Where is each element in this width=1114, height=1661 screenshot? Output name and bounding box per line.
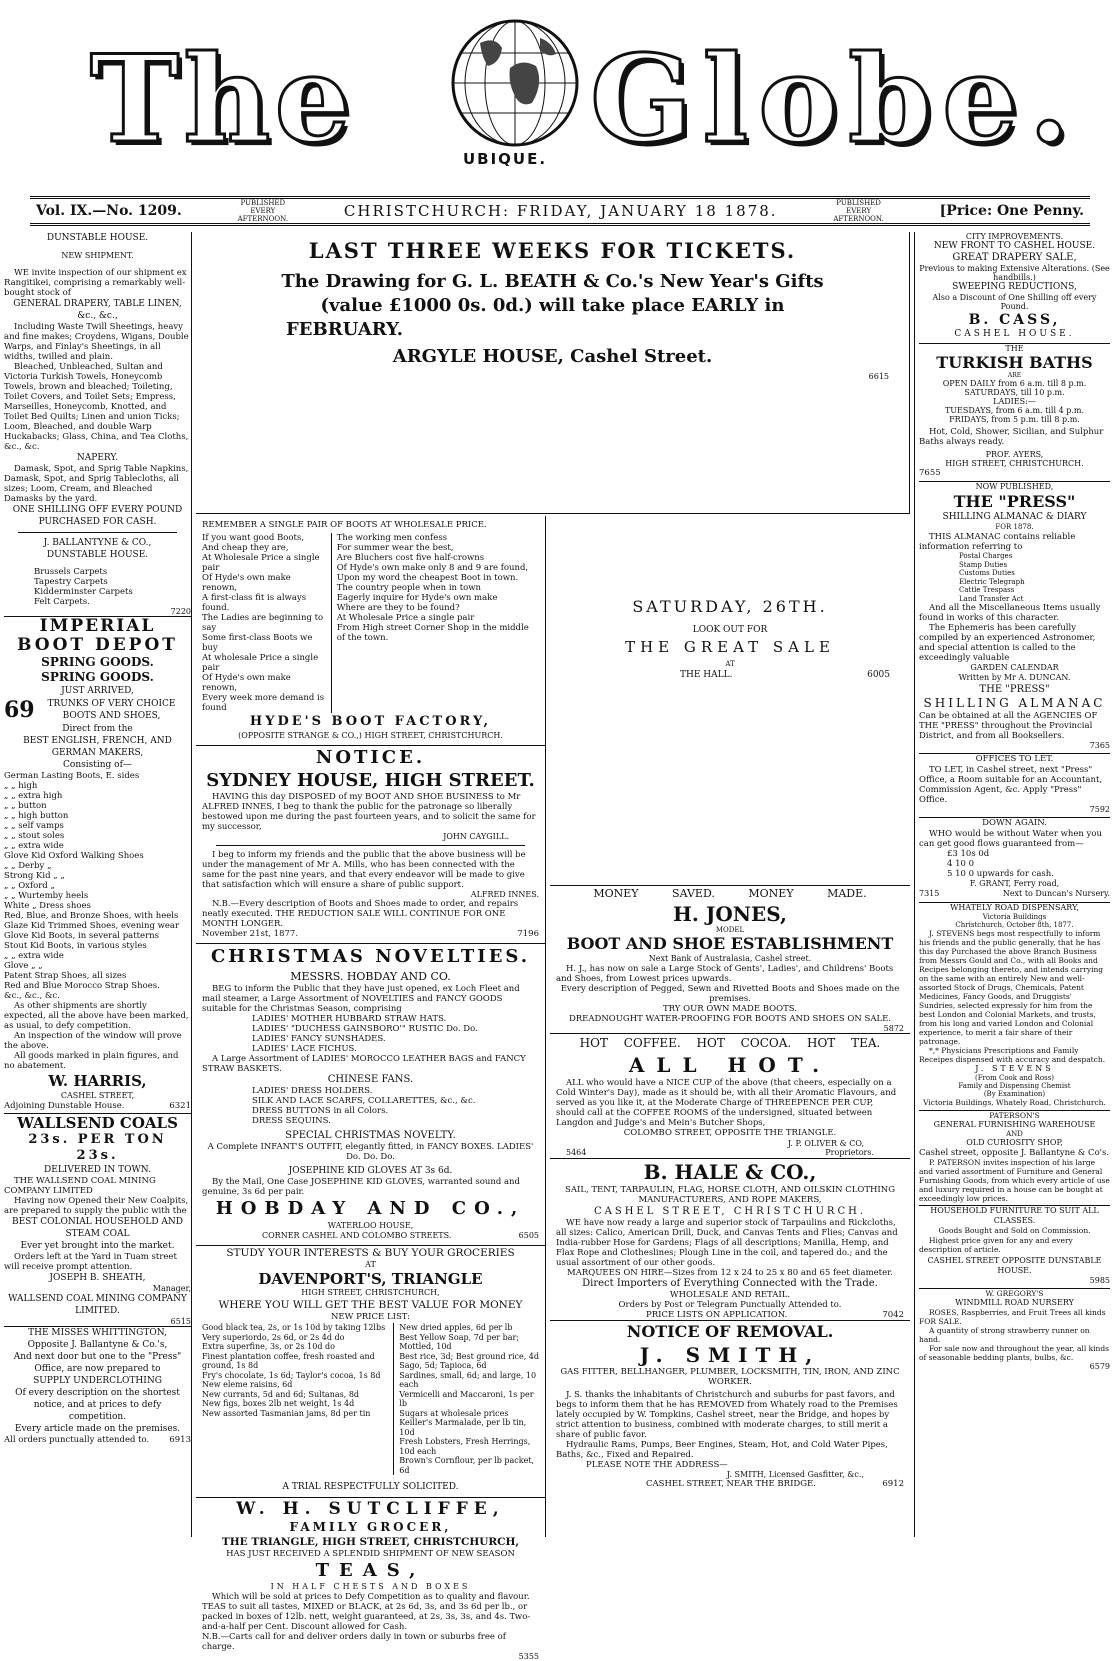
ad-ref: 6321: [169, 1101, 191, 1111]
masthead-globe: Globe.: [590, 29, 1081, 170]
ad-text: J. STEVENS begs most respectfully to inform his friends and the public generally, that he has this day Purchased the above Branch Business from Messrs Gould and Co., with all Books and Recipes belonging thereto, and intends carrying on the same with an entirely New and well-assorted Stock of Drugs, Chemicals, Patent Medicines, Fancy Goods, and Druggists' Sundries, selected expressly for him from the best London and Colonial Markets, and trusts, from his long and varied London and Colonial experience, to merit a fair share of their patronage.: [919, 929, 1104, 1046]
ad-text: P. PATERSON invites inspection of his large and varied assortment of Furniture and General Furnishing Goods, from which every article of use and luxury required in a house can be bought at exceedingly low prices.: [919, 1158, 1110, 1203]
ad-address: HIGH STREET, CHRISTCHURCH,: [301, 1288, 440, 1297]
ad-text: And next door but one to the "Press" Office, are now prepared to: [13, 1352, 182, 1374]
ad-text: Opposite J. Ballantyne & Co.'s,: [27, 1340, 168, 1350]
ad-signature: (By Examination): [983, 1090, 1046, 1098]
masthead-the: The: [90, 29, 355, 170]
ad-text: DELIVERED IN TOWN.: [44, 1165, 151, 1175]
ad-sutcliffe-grocer: [196, 1497, 545, 1661]
ad-list: LADIES' DRESS HOLDERS. SILK AND LACE SCARFS, COLLARETTES, &c., &c. DRESS BUTTONS in all Colors. DRESS SEQUINS.: [252, 1086, 476, 1126]
published-left: PUBLISHED EVERY AFTERNOON.: [237, 199, 289, 223]
ad-title: ALL HOT.: [628, 1053, 832, 1077]
ad-signature: (From Cook and Ross): [974, 1074, 1055, 1082]
ad-ref: 5464: [566, 1148, 587, 1157]
ad-signature: J. SMITH, Licensed Gasfitter, &c.,: [726, 1470, 864, 1479]
ad-text: By the Mail, One Case JOSEPHINE KID GLOVES, warranted sound and genuine, 3s 6d per pair.: [202, 1177, 520, 1197]
ad-ref: 7042: [882, 1310, 904, 1320]
ad-text: Which will be sold at prices to Defy Competition as to quality and flavour. TEAS to suit all tastes, MIXED or BLACK, at 2s 6d, 3s, and 3s 6d per lb., or packed in boxes of 12lb. nett, weight guaranteed, at 2s, 3s, 3s, and 4s. Two-and-a-half per Cent. Discount allowed for Cash.: [202, 1592, 531, 1632]
ad-text: BEST ENGLISH, FRENCH, AND GERMAN MAKERS,: [23, 736, 172, 758]
ad-text: Including Waste Twill Sheetings, heavy and fine makes; Croydens, Wigans, Double Warps, and Finlay's Sheetings, in all widths, twilled and plain.: [4, 322, 189, 362]
ad-heading: WHERE YOU WILL GET THE BEST VALUE FOR MONEY: [218, 1299, 523, 1311]
ad-subtitle: SPRING GOODS.: [41, 670, 154, 684]
masthead: [0, 0, 1114, 200]
ad-text: Written by Mr A. DUNCAN.: [958, 673, 1071, 682]
ad-text: WHO would be without Water when you can get good flows guaranteed from—: [919, 829, 1102, 849]
ad-date: November 21st, 1877.: [202, 929, 299, 939]
ad-text: AT: [365, 1260, 376, 1269]
ad-title: DUNSTABLE HOUSE.: [46, 233, 149, 243]
ad-text: ARE: [1007, 372, 1022, 379]
motto: UBIQUE.: [462, 150, 548, 168]
ad-address: CASHEL STREET, NEAR THE BRIDGE.: [646, 1479, 816, 1489]
ad-heading: OFFICES TO LET.: [975, 754, 1054, 764]
ad-signature: ALFRED INNES.: [470, 890, 539, 899]
ad-subtitle: SAIL, TENT, TARPAULIN, FLAG, HORSE CLOTH, AND OILSKIN CLOTHING MANUFACTURERS, AND ROPE MAKERS,: [565, 1185, 895, 1205]
ad-text: LADIES:—: [993, 397, 1036, 406]
ad-signature: Family and Dispensing Chemist: [958, 1082, 1071, 1090]
ad-text: Can be obtained at all the AGENCIES OF THE "PRESS" throughout the Provincial District, and from all Booksellers.: [919, 711, 1098, 741]
ad-heading: HOUSEHOLD FURNITURE TO SUIT ALL CLASSES.: [919, 1205, 1110, 1226]
ad-text: AND: [1006, 1130, 1023, 1138]
ad-text: Every description of Pegged, Sewn and Rivetted Boots and Shoes made on the premises.: [560, 984, 900, 1004]
ad-list: German Lasting Boots, E. sides „ „ high „ „ extra high „ „ button „ „ high button „ „ self vamps „ „ stout soles „ „ extra wide Glove Kid Oxford Walking Shoes „ „ Derby „ Strong Kid „ „ „ „ Oxford „ „ „ Wurtemby heels White „ Dress shoes Red, Blue, and Bronze Shoes, with heels Glaze Kid Trimmed Shoes, evening wear Glove Kid Boots, in several patterns Stout Kid Boots, in various styles „ „ extra wide Glove „ „ Patent Strap Shoes, all sizes Red and Blue Morocco Strap Shoes. &c., &c., &c.: [4, 771, 180, 1001]
ad-text: SATURDAYS, till 10 p.m.: [964, 388, 1065, 397]
ad-text: J. S. thanks the inhabitants of Christchurch and suburbs for past favors, and begs to inform them that he has REMOVED from Whately road to the Premises lately occupied by W. Tompkins, Cashel street, near the Bridge, and hopes by strict attention to business, combined with moderate charges, to still merit a share of public favor.: [556, 1390, 898, 1440]
ad-signature: ARGYLE HOUSE, Cashel Street.: [392, 346, 713, 367]
ad-text: TUESDAYS, from 6 a.m. till 4 p.m.: [944, 406, 1085, 415]
ad-ref: 7315: [919, 889, 940, 898]
ad-address: Next Bank of Australasia, Cashel street.: [648, 954, 812, 963]
ad-signature: HOBDAY AND CO.,: [215, 1198, 526, 1219]
published-right: PUBLISHED EVERY AFTERNOON.: [833, 199, 884, 223]
ad-text: The Drawing for G. L. BEATH & Co.'s New Year's Gifts: [281, 271, 824, 292]
column-4: [914, 232, 1110, 1537]
ad-signature: J. STEVENS: [975, 1064, 1054, 1073]
ad-heading: GREAT DRAPERY SALE,: [952, 252, 1077, 263]
ad-signature: JOHN CAYGILL.: [443, 832, 509, 841]
ad-heading: ONE SHILLING OFF EVERY POUND PURCHASED FOR CASH.: [12, 505, 183, 527]
ad-title: LAST THREE WEEKS FOR TICKETS.: [308, 238, 797, 263]
ad-address: WATERLOO HOUSE,: [327, 1221, 414, 1230]
ad-ref: 6615: [868, 372, 889, 381]
poem-right: The working men confess For summer wear the best, Are Bluchers cost five half-crowns Of Hyde's own make only 8 and 9 are found, Upon my word the cheapest Boot in town. The country people when in town Eagerly inquire for Hyde's own make Where are they to be found? At Wholesale Price a single pair From High street Corner Shop in the middle of the town.: [331, 533, 539, 713]
ad-j-smith: [550, 1320, 910, 1489]
ad-text: TRUNKS OF VERY CHOICE BOOTS AND SHOES,: [47, 699, 176, 721]
ad-ref: 7365: [1089, 741, 1110, 750]
ad-address: (OPPOSITE STRANGE & CO.,) HIGH STREET, CHRISTCHURCH.: [238, 731, 503, 740]
place-date: CHRISTCHURCH: FRIDAY, JANUARY 18 1878.: [343, 202, 778, 220]
ad-heading: NEW PRICE LIST:: [330, 1312, 411, 1322]
ad-title: WALLSEND COALS: [17, 1114, 178, 1132]
list-item: Kidderminster Carpets: [34, 587, 133, 597]
ad-text: Goods Bought and Sold on Commission.: [938, 1226, 1091, 1235]
ad-title: B. HALE & CO.,: [643, 1160, 817, 1184]
ad-title: SYDNEY HOUSE, HIGH STREET.: [206, 770, 535, 791]
ad-ref: 7592: [1089, 805, 1110, 814]
ad-text: NOW PUBLISHED,: [975, 482, 1054, 491]
ad-text: AT: [725, 660, 735, 668]
ad-text: For sale now and throughout the year, all kinds of seasonable bedding plants, bulbs, &c.: [919, 1344, 1110, 1362]
ad-title: BOOT AND SHOE ESTABLISHMENT: [566, 934, 894, 953]
list-item: Felt Carpets.: [34, 597, 90, 607]
ad-heading: PATERSON'S: [989, 1111, 1040, 1120]
ad-subtitle: NEW SHIPMENT.: [61, 251, 134, 260]
ad-heading: THE "PRESS": [979, 684, 1050, 695]
ad-text: Of every description on the shortest notice, and at prices to defy competition.: [15, 1388, 180, 1422]
ad-price-list: £3 10s 0d 4 10 0 5 10 0 upwards for cash.: [947, 849, 1054, 879]
ad-title: HYDE'S BOOT FACTORY,: [249, 714, 492, 729]
ad-ref: 6912: [882, 1479, 904, 1489]
ad-heading: CITY IMPROVEMENTS.: [965, 232, 1064, 241]
ad-signature: CASHEL STREET,: [60, 1091, 135, 1100]
ad-heading: W. GREGORY'S: [985, 1289, 1044, 1298]
ad-text: OPEN DAILY from 6 a.m. till 8 p.m.: [942, 379, 1087, 388]
ad-press-almanac: [919, 481, 1110, 750]
ad-title: BOOT DEPOT: [17, 635, 178, 655]
ad-title: IMPERIAL: [39, 616, 156, 636]
ad-signature: Manager,: [152, 1284, 191, 1293]
column-1: [4, 232, 192, 1537]
ad-text: Bleached, Unbleached, Sultan and Victoria Turkish Towels, Honeycomb Towels, brown and bleached; Toileting, Toilet Covers, and Toilet Sets; Empress, Marseilles, Honeycomb, Knotted, and Toilet Bed Quilts; Linen and union Ticks; Loom, Bleached, and double Warp Huckabacks; Glass, China, and Tea Cloths, &c., &c.: [4, 362, 189, 452]
ad-list: Postal Charges Stamp Duties Customs Duties Electric Telegraph Cattle Trespass Land Transfer Act: [959, 552, 1025, 603]
ad-number: 69: [4, 697, 35, 723]
ad-text: Hydraulic Rams, Pumps, Beer Engines, Steam, Hot, and Cold Water Pipes, Baths, &c., Fixed and Repaired.: [556, 1440, 888, 1460]
ad-offices-to-let: [919, 753, 1110, 814]
ad-signature: F. GRANT, Ferry road,: [969, 879, 1060, 888]
ad-heading: OLD CURIOSITY SHOP,: [966, 1138, 1063, 1147]
ad-heading: NEW FRONT TO CASHEL HOUSE.: [933, 241, 1096, 251]
poem-left: If you want good Boots, And cheap they are, At Wholesale Price a single pair Of Hyde's own make renown, A first-class fit is always found. The Ladies are beginning to say Some first-class Boots we buy At wholesale Price a single pair Of Hyde's own make renown, Every week more demand is found: [202, 533, 325, 713]
ad-text: And all the Miscellaneous Items usually found in works of this character.: [919, 603, 1101, 623]
ad-saturday-sale: [550, 516, 910, 886]
ad-signature: CASHEL HOUSE.: [954, 329, 1075, 339]
ad-text: HAVING this day DISPOSED of my BOOT AND SHOE BUSINESS to Mr ALFRED INNES, I beg to thank the public for the patronage so liberally bestowed upon me during the past fourteen years, and to solicit the same for my successor,: [202, 792, 536, 832]
ad-ref: 7220: [170, 607, 191, 616]
ad-subtitle: FAMILY GROCER,: [289, 1520, 452, 1534]
ad-signature: J. P. OLIVER & CO,: [787, 1139, 864, 1148]
ad-subtitle: GAS FITTER, BELLHANGER, PLUMBER, LOCKSMITH, TIN, IRON, AND ZINC WORKER.: [560, 1367, 900, 1387]
column-3: [550, 516, 910, 1537]
ad-text: FEBRUARY.: [286, 319, 403, 340]
ad-ref: 7196: [517, 929, 539, 939]
price: [Price: One Penny.: [939, 203, 1084, 219]
ad-text: Ever yet brought into the market.: [20, 1241, 175, 1251]
ad-address: CORNER CASHEL AND COLOMBO STREETS.: [262, 1231, 452, 1240]
ad-text: WE have now ready a large and superior stock of Tarpaulins and Rickcloths, all sizes: Calico, American Drill, Duck, and Canvas Tents and Flies; Canvas and India-rubber Hose for Gardens; Flags of all descriptions; Manilla, Hemp, and Flax Rope and Clotheslines; Plough Line in the coil, and tapered do.; and the usual assortment of our other goods.: [556, 1218, 898, 1268]
ad-signature: Proprietors.: [825, 1148, 874, 1157]
price-list-left: Good black tea, 2s, or 1s 10d by taking 12lbs Very superiordo, 2s 6d, or 2s 4d do Extra superfine, 3s, or 2s 10d do Finest plantation coffee, fresh roasted and ground, 1s 8d Fry's chocolate, 1s 6d; Taylor's cocoa, 1s 8d New eleme raisins, 6d New currants, 5d and 6d; Sultanas, 8d New figs, boxes 2lb net weight, 1s 4d New assorted Tasmanian jams, 8d per tin: [202, 1323, 386, 1418]
ad-text: A Complete INFANT'S OUTFIT, elegantly fitted, in FANCY BOXES. LADIES' Do. Do. Do.: [207, 1142, 534, 1162]
ad-misses-whittington: [4, 1326, 191, 1446]
ad-text: *,* Physicians Prescriptions and Family Receipes dispensed with accuracy and despatch.: [919, 1046, 1106, 1064]
column-2: [196, 516, 546, 1661]
ad-subtitle: SPRING GOODS.: [41, 655, 154, 669]
ad-heading: NAPERY.: [76, 453, 119, 463]
ad-heading: SWEEPING REDUCTIONS,: [952, 282, 1077, 292]
ad-signature: HIGH STREET, CHRISTCHURCH.: [945, 459, 1084, 468]
ad-text: An inspection of the window will prove the above.: [4, 1031, 182, 1051]
ad-ref: 5872: [883, 1024, 904, 1033]
ad-ref: 5355: [518, 1652, 539, 1661]
ad-title: DAVENPORT'S, TRIANGLE: [258, 1270, 483, 1288]
ad-heading: REMEMBER A SINGLE PAIR OF BOOTS AT WHOLESALE PRICE.: [202, 520, 487, 530]
ad-text: TO LET, in Cashel street, next "Press" Office, a Room suitable for an Accountant, Commission Agent, &c. Apply "Press" Office.: [919, 765, 1103, 805]
ad-address: THE TRIANGLE, HIGH STREET, CHRISTCHURCH,: [221, 1536, 520, 1548]
ad-wallsend-coals: [4, 1113, 191, 1326]
ad-text: Orders by Post or Telegram Punctually Attended to.: [618, 1300, 842, 1310]
ad-heading: MONEY SAVED. MONEY MADE.: [593, 887, 867, 900]
ad-title: J. SMITH,: [639, 1343, 821, 1367]
ad-text: WHOLESALE AND RETAIL.: [669, 1290, 791, 1300]
ad-text: MARQUEES ON HIRE—Sizes from 12 x 24 to 25 x 80 and 65 feet diameter.: [567, 1268, 893, 1278]
ad-text: Direct Importers of Everything Connected with the Trade.: [582, 1278, 878, 1289]
ad-signature: PROF. AYERS,: [985, 450, 1044, 459]
ad-heading: SHILLING ALMANAC: [923, 696, 1106, 710]
ad-text: DREADNOUGHT WATER-PROOFING FOR BOOTS AND SHOES ON SALE.: [568, 1014, 892, 1024]
ad-davenport-groceries: [196, 1245, 545, 1493]
ad-text: Highest price given for any and every description of article.: [919, 1236, 1073, 1254]
ad-text: All goods marked in plain figures, and no abatement.: [4, 1051, 179, 1071]
ad-address: Cashel street, opposite J. Ballantyne & Co's.: [919, 1148, 1110, 1158]
ad-text: Previous to making Extensive Alterations. (See handbills.): [919, 264, 1110, 282]
ad-date: Christchurch, October 8th, 1877.: [955, 921, 1074, 929]
ad-w-gregory: [919, 1288, 1110, 1371]
ad-hyde-boot-factory: [196, 516, 545, 741]
ad-ref: 6515: [170, 1317, 191, 1326]
ad-heading: GARDEN CALENDAR: [970, 663, 1059, 672]
ad-subtitle: SHILLING ALMANAC & DIARY: [942, 512, 1087, 522]
ad-address: CASHEL STREET, CHRISTCHURCH.: [593, 1206, 867, 1217]
ad-heading: STUDY YOUR INTERESTS & BUY YOUR GROCERIES: [226, 1247, 515, 1259]
ad-text: PLEASE NOTE THE ADDRESS—: [586, 1460, 728, 1470]
ad-text: IN HALF CHESTS AND BOXES: [270, 1582, 471, 1591]
ad-title: W. H. SUTCLIFFE,: [236, 1499, 505, 1519]
ad-text: A Large Assortment of LADIES' MOROCCO LEATHER BAGS and FANCY STRAW BASKETS.: [202, 1054, 526, 1074]
ad-text: ROSES, Raspberries, and Fruit Trees all kinds FOR SALE.: [919, 1308, 1106, 1326]
ad-b-hale: [550, 1158, 910, 1320]
ad-text: HAS JUST RECEIVED A SPLENDID SHIPMENT OF NEW SEASON: [226, 1549, 515, 1559]
ad-f-grant: [919, 817, 1110, 899]
ad-text: MODEL: [715, 926, 745, 934]
ad-text: Every article made on the premises.: [14, 1424, 181, 1434]
list-item: Brussels Carpets: [34, 567, 108, 577]
ad-signature: WALLSEND COAL MINING COMPANY LIMITED.: [8, 1294, 187, 1316]
ad-h-jones: [550, 886, 910, 1033]
ad-paterson: [919, 1110, 1110, 1285]
ad-text: As other shipments are shortly expected, all the above have been marked, as usual, to defy competition.: [4, 1001, 189, 1031]
ad-ref: 5985: [1089, 1276, 1110, 1285]
ad-text: TRY OUR OWN MADE BOOTS.: [663, 1004, 797, 1014]
ad-text: THIS ALMANAC contains reliable information referring to: [919, 532, 1076, 552]
ad-heading: JOSEPHINE KID GLOVES AT 3s 6d.: [288, 1166, 453, 1176]
ad-ref: 6005: [867, 670, 890, 680]
ad-title: NOTICE OF REMOVAL.: [626, 1322, 834, 1341]
ad-text: BEST COLONIAL HOUSEHOLD AND STEAM COAL: [11, 1217, 184, 1239]
ad-title: TEAS,: [315, 1560, 426, 1581]
ad-signature: J. BALLANTYNE & CO.,: [43, 538, 152, 548]
ad-title: THE "PRESS": [953, 492, 1076, 511]
ad-text: ALL who would have a NICE CUP of the above (that cheers, especially on a Cold Winter's Day), made as it should be, with all their Aromatic Flavours, and served as you like it, at the Moderate Charge of THREEPENCE PER CUP, should call at the COFFEE ROOMS of the undersigned, situated between Langdon and Judge's and Mein's Butcher Shops,: [556, 1078, 897, 1128]
price-list-right: New dried apples, 6d per lb Best Yellow Soap, 7d per bar; Mottled, 10d Best rice, 3d; Best ground rice, 4d Sago, 5d; Tapioca, 6d Sardines, small, 6d; and large, 10 each Vermicelli and Maccaroni, 1s per lb Sugars at wholesale prices Keiller's Marmalade, per lb tin, 10d Fresh Lobsters, Fresh Herrings, 10d each Brown's Cornflour, per lb packet, 6d: [393, 1323, 539, 1475]
ad-signature: Next to Duncan's Nursery.: [1002, 889, 1110, 898]
ad-heading: SPECIAL CHRISTMAS NOVELTY.: [285, 1130, 456, 1141]
ad-list: LADIES' MOTHER HUBBARD STRAW HATS. LADIES' "DUCHESS GAINSBORO'" RUSTIC Do. Do. LADIES' FANCY SUNSHADES. LADIES' LACE FICHUS.: [252, 1014, 478, 1054]
ad-text: FRIDAYS, from 5 p.m. till 8 p.m.: [949, 415, 1080, 424]
ad-imperial-boot-depot: [4, 616, 191, 1111]
ad-heading: DOWN AGAIN.: [982, 818, 1047, 828]
ad-heading: GENERAL FURNISHING WAREHOUSE: [933, 1120, 1096, 1129]
volume-number: Vol. IX.—No. 1209.: [36, 203, 182, 219]
ad-signature: DUNSTABLE HOUSE.: [46, 550, 149, 560]
ad-oliver-coffee: [550, 1033, 910, 1158]
ad-ref: 6913: [169, 1435, 191, 1445]
ad-heading: WINDMILL ROAD NURSERY: [955, 1298, 1074, 1307]
ad-heading: CHINESE FANS.: [327, 1074, 414, 1085]
ad-text: N.B.—Every description of Boots and Shoes made to order, and repairs neatly executed. THE REDUCTION SALE WILL CONTINUE FOR ONE MONTH LONGER.: [202, 899, 519, 929]
ad-b-cass: [919, 232, 1110, 340]
ad-text: Direct from the: [62, 724, 133, 734]
ad-text: THE WALLSEND COAL MINING COMPANY LIMITED: [4, 1176, 156, 1196]
ad-sydney-house: [196, 745, 545, 939]
ad-title: NOTICE.: [315, 747, 426, 768]
ad-ref: 6579: [1089, 1362, 1110, 1371]
ad-text: N.B.—Carts call for and deliver orders daily in town or suburbs free of charge.: [202, 1632, 506, 1652]
ad-text: Damask, Spot, and Sprig Table Napkins, Damask, Spot, and Sprig Tablecloths, all sizes; Loom, Cream, and Bleached Damasks by the yard.: [4, 464, 189, 504]
ad-hobday-christmas: [196, 943, 545, 1241]
list-item: Tapestry Carpets: [34, 577, 108, 587]
ad-text: FOR 1878.: [995, 523, 1034, 531]
ad-text: Having now Opened their New Coalpits, are prepared to supply the public with the: [4, 1196, 189, 1216]
ad-ref: 7655: [919, 468, 941, 478]
ad-text: All orders punctually attended to.: [4, 1435, 150, 1445]
ad-beath-gifts: [196, 232, 910, 514]
ad-text: A TRIAL RESPECTFULLY SOLICITED.: [282, 1482, 459, 1492]
ad-title: TURKISH BATHS: [936, 353, 1093, 372]
ad-heading: HOT COFFEE. HOT COCOA. HOT TEA.: [579, 1036, 881, 1050]
ad-ref: 6505: [518, 1231, 539, 1240]
ad-heading: GENERAL DRAPERY, TABLE LINEN, &c., &c.,: [13, 299, 182, 321]
ad-text: THE HALL.: [680, 670, 733, 680]
ad-text: WE invite inspection of our shipment ex Rangitikei, comprising a remarkably well-bought stock of: [4, 268, 187, 298]
ad-text: THE: [1005, 344, 1024, 353]
ad-signature: JOSEPH B. SHEATH,: [49, 1273, 146, 1283]
ad-text: Consisting of—: [63, 760, 132, 770]
ad-subtitle: MESSRS. HOBDAY AND CO.: [290, 970, 451, 983]
ad-title: THE GREAT SALE: [625, 638, 835, 656]
ad-text: BEG to inform the Public that they have just opened, ex Loch Fleet and mail steamer, a Large Assortment of NOVELTIES and FANCY GOODS suitable for the Christmas Season, comprising: [202, 984, 520, 1014]
ad-address: CASHEL STREET OPPOSITE DUNSTABLE HOUSE.: [927, 1256, 1102, 1275]
ad-text: The Ephemeris has been carefully compiled by an experienced Astronomer, and special attention is called to the exceedingly valuable: [919, 623, 1096, 663]
ad-dunstable-house: [4, 232, 191, 616]
ad-text: PRICE LISTS ON APPLICATION.: [646, 1310, 788, 1320]
ad-text: Orders left at the Yard in Tuam street will receive prompt attention.: [4, 1252, 177, 1272]
ad-j-stevens: [919, 902, 1110, 1107]
ad-address: Victoria Buildings, Whately Road, Christchurch.: [923, 1098, 1106, 1107]
ad-text: Hot, Cold, Shower, Sicilian, and Sulphur Baths always ready.: [919, 427, 1104, 447]
ad-text: LOOK OUT FOR: [692, 625, 768, 635]
globe-icon: [440, 8, 590, 158]
ad-heading: SUPPLY UNDERCLOTHING: [33, 1376, 162, 1386]
ad-text: A quantity of strong strawberry runner on hand.: [919, 1326, 1090, 1344]
ad-title: H. JONES,: [673, 902, 787, 926]
ad-signature: B. CASS,: [968, 312, 1061, 328]
ad-title: CHRISTMAS NOVELTIES.: [210, 946, 531, 967]
ad-text: Victoria Buildings: [982, 913, 1047, 921]
ad-signature: W. HARRIS,: [48, 1072, 147, 1090]
ad-text: H. J., has now on sale a Large Stock of Gents', Ladies', and Childrens' Boots and Shoes, from Lowest prices upwards.: [556, 964, 894, 984]
ad-title: SATURDAY, 26TH.: [632, 597, 828, 616]
ad-title: THE MISSES WHITTINGTON,: [28, 1328, 167, 1338]
ad-address: COLOMBO STREET, OPPOSITE THE TRIANGLE.: [623, 1128, 837, 1138]
ad-text: I beg to inform my friends and the public that the above business will be under the management of Mr A. Mills, who has been connected with the same for the past nine years, and that every endeavor will be made to give that satisfaction which will ensure a share of public support.: [202, 850, 526, 890]
ad-price: 23s. PER TON 23s.: [28, 1132, 167, 1163]
ad-turkish-baths: [919, 343, 1110, 478]
ad-text: (value £1000 0s. 0d.) will take place EARLY in: [320, 295, 785, 316]
ad-signature: Adjoining Dunstable House.: [4, 1101, 125, 1111]
ad-heading: WHATELY ROAD DISPENSARY,: [950, 903, 1079, 912]
ad-text: Also a Discount of One Shilling off every Pound.: [932, 293, 1097, 311]
issue-info-bar: [30, 196, 1090, 226]
ad-text: JUST ARRIVED,: [61, 686, 134, 696]
